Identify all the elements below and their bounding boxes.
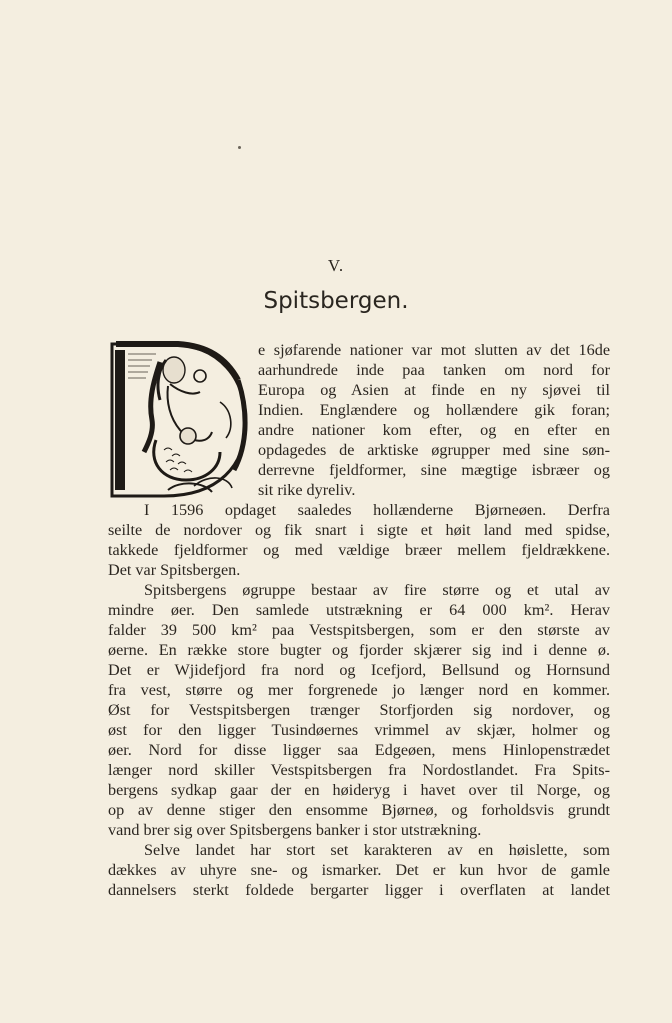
text-line: derrevne fjeldformer, sine mægtige isbræer og [258, 461, 610, 479]
text-line: Det er Wjidefjord fra nord og Icefjord, Bellsund og Hornsund [108, 661, 610, 679]
text-line: Det var Spitsbergen. [108, 561, 241, 579]
text-line: seilte de nordover og fik snart i sigte et høit land med spidse, [108, 521, 610, 539]
chapter-number: V. [327, 256, 345, 275]
text-line: øer. Nord for disse ligger saa Edgeøen, mens Hinlopenstrædet [108, 741, 610, 759]
text-line: mindre øer. Den samlede utstrækning er 64 000 km². Herav [108, 601, 610, 619]
text-line: I 1596 opdaget saaledes hollænderne Bjørneøen. Derfra [144, 501, 610, 519]
text-line: takkede fjeldformer og med vældige bræer mellem fjeldrækkene. [108, 541, 610, 559]
decorated-initial-d-illustration [108, 340, 250, 500]
text-line: længer nord skiller Vestspitsbergen fra Nordostlandet. Fra Spits- [108, 761, 610, 779]
text-line: fra vest, større og mer forgrenede jo længer nord en kommer. [108, 681, 610, 699]
text-line: op av denne stiger den ensomme Bjørneø, og forholdsvis grundt [108, 801, 610, 819]
text-line: falder 39 500 km² paa Vestspitsbergen, som er den største av [108, 621, 610, 639]
text-line: e sjøfarende nationer var mot slutten av det 16de [258, 341, 610, 359]
text-line: opdagedes de arktiske øgrupper med sine søn- [258, 441, 610, 459]
text-line: Spitsbergens øgruppe bestaar av fire større og et utal av [144, 581, 610, 599]
text-line: sit rike dyreliv. [258, 481, 356, 499]
ink-speck [238, 146, 241, 149]
text-line: Øst for Vestspitsbergen trænger Storfjorden sig nordover, og [108, 701, 610, 719]
text-line: bergens sydkap gaar der en høideryg i havet over til Norge, og [108, 781, 610, 799]
text-line: Selve landet har stort set karakteren av en høislette, som [144, 841, 610, 859]
text-line: andre nationer kom efter, og en efter en [258, 421, 610, 439]
text-line: dannelsers sterkt foldede bergarter ligger i overflaten at landet [108, 881, 610, 899]
text-line: øerne. En række store bugter og fjorder skjærer sig ind i denne ø. [108, 641, 610, 659]
text-line: Europa og Asien at finde en ny sjøvei til [258, 381, 610, 399]
chapter-title: Spitsbergen. [263, 288, 409, 314]
text-line: Indien. Englændere og hollændere gik foran; [258, 401, 610, 419]
text-line: dækkes av uhyre sne- og ismarker. Det er kun hvor de gamle [108, 861, 610, 879]
text-line: øst for den ligger Tusindøernes vrimmel av skjær, holmer og [108, 721, 610, 739]
text-line: aarhundrede inde paa tanken om nord for [258, 361, 610, 379]
text-line: vand brer sig over Spitsbergens banker i stor utstrækning. [108, 821, 482, 839]
